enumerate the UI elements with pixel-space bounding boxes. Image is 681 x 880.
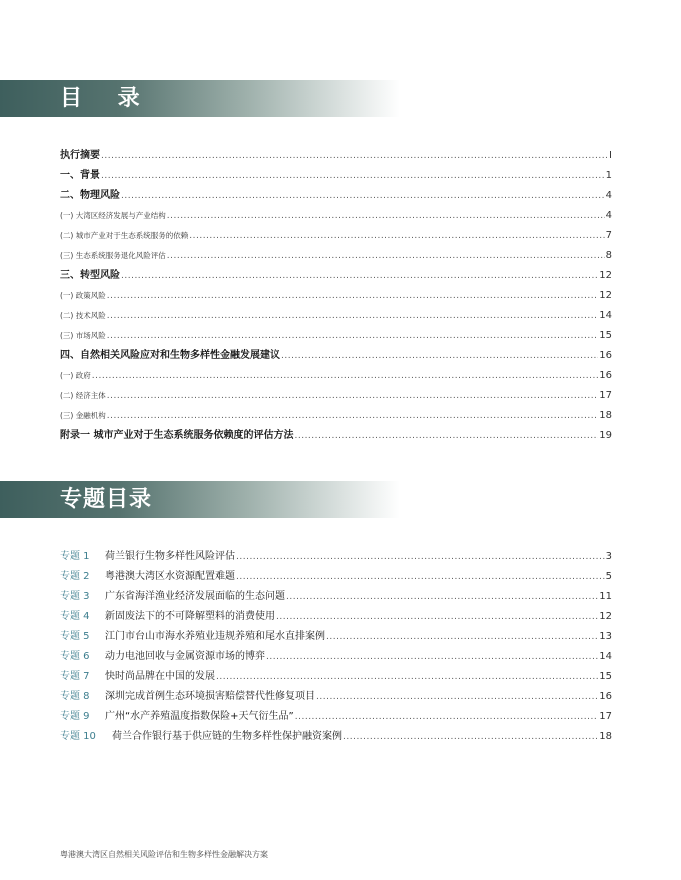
topics-banner <box>0 481 400 518</box>
toc-entry[interactable] <box>60 206 612 226</box>
dot-leader <box>167 206 605 226</box>
topic-entry[interactable] <box>60 547 612 567</box>
toc-entry-page: 14 <box>599 310 612 321</box>
topic-tag: 专题 6 <box>60 651 90 662</box>
topic-label: 深圳完成首例生态环境损害赔偿替代性修复项目 <box>105 691 315 702</box>
toc-entry-page: 1 <box>605 170 612 181</box>
dot-leader <box>107 386 599 406</box>
page-footer: 粤港澳大湾区自然相关风险评估和生物多样性金融解决方案 <box>60 850 268 859</box>
dot-leader <box>216 667 598 687</box>
toc-entry-label: (一) 大湾区经济发展与产业结构 <box>60 211 166 220</box>
toc-entry[interactable] <box>60 326 612 346</box>
toc-entry-label: (二) 城市产业对于生态系统服务的依赖 <box>60 231 189 240</box>
dot-leader <box>92 366 599 386</box>
toc-entry-page: 19 <box>599 430 612 441</box>
toc-entry-page: 12 <box>599 290 612 301</box>
topic-page: 16 <box>599 691 612 702</box>
topic-tag: 专题 3 <box>60 591 90 602</box>
topic-tag: 专题 10 <box>60 731 96 742</box>
dot-leader <box>121 186 605 206</box>
toc-entry-page: 8 <box>605 250 612 261</box>
topic-page: 12 <box>599 611 612 622</box>
toc-entry-page: 12 <box>599 270 612 281</box>
topic-page: 3 <box>605 551 612 562</box>
toc-entry-label: 三、转型风险 <box>60 270 120 281</box>
topic-entry[interactable] <box>60 667 612 687</box>
topic-entry[interactable] <box>60 707 612 727</box>
toc-entry[interactable] <box>60 166 612 186</box>
toc-entry-page: 18 <box>599 410 612 421</box>
toc-entry-page: 16 <box>599 370 612 381</box>
topic-tag: 专题 2 <box>60 571 90 582</box>
topic-label: 荷兰银行生物多样性风险评估 <box>105 551 235 562</box>
topic-label: 粤港澳大湾区水资源配置难题 <box>105 571 235 582</box>
toc-entry-label: 一、背景 <box>60 170 100 181</box>
topic-label: 动力电池回收与金属资源市场的博弈 <box>105 651 265 662</box>
toc-entry-label: (一) 政策风险 <box>60 291 106 300</box>
dot-leader <box>236 567 605 587</box>
toc-entry-page: 4 <box>605 210 612 221</box>
dot-leader <box>121 266 598 286</box>
topics-list <box>60 547 612 747</box>
topic-entry[interactable] <box>60 587 612 607</box>
dot-leader <box>107 306 599 326</box>
topic-page: 14 <box>599 651 612 662</box>
dot-leader <box>107 406 599 426</box>
toc-entry-label: 二、物理风险 <box>60 190 120 201</box>
topic-tag: 专题 7 <box>60 671 90 682</box>
topic-entry[interactable] <box>60 627 612 647</box>
dot-leader <box>276 607 598 627</box>
toc-entry[interactable] <box>60 146 612 166</box>
toc-entry-label: (三) 生态系统服务退化风险评估 <box>60 251 166 260</box>
dot-leader <box>281 346 598 366</box>
contents-banner <box>0 80 400 117</box>
toc-entry[interactable] <box>60 346 612 366</box>
dot-leader <box>167 246 605 266</box>
topic-tag: 专题 5 <box>60 631 90 642</box>
dot-leader <box>189 226 604 246</box>
toc-entry[interactable] <box>60 266 612 286</box>
toc-entry[interactable] <box>60 306 612 326</box>
toc-entry[interactable] <box>60 246 612 266</box>
topic-entry[interactable] <box>60 567 612 587</box>
topic-page: 5 <box>605 571 612 582</box>
toc-entry-page: 7 <box>605 230 612 241</box>
dot-leader <box>286 587 598 607</box>
dot-leader <box>107 326 599 346</box>
topic-label: 快时尚品牌在中国的发展 <box>105 671 215 682</box>
toc-entry-label: (二) 技术风险 <box>60 311 106 320</box>
toc-entry-label: (三) 金融机构 <box>60 411 106 420</box>
toc-entry-page: 17 <box>599 390 612 401</box>
contents-list <box>60 146 612 446</box>
topic-entry[interactable] <box>60 687 612 707</box>
dot-leader <box>316 687 598 707</box>
contents-title: 目 录 <box>60 86 154 111</box>
toc-entry-page: 16 <box>599 350 612 361</box>
dot-leader <box>326 627 598 647</box>
toc-entry-label: (三) 市场风险 <box>60 331 106 340</box>
dot-leader <box>236 547 605 567</box>
dot-leader <box>101 166 605 186</box>
topic-tag: 专题 8 <box>60 691 90 702</box>
topic-label: 新固废法下的不可降解塑料的消费使用 <box>105 611 275 622</box>
toc-entry[interactable] <box>60 386 612 406</box>
toc-entry-label: 执行摘要 <box>60 150 100 161</box>
dot-leader <box>295 707 599 727</box>
topic-tag: 专题 1 <box>60 551 90 562</box>
topic-label: 江门市台山市海水养殖业违规养殖和尾水直排案例 <box>105 631 325 642</box>
topic-entry[interactable] <box>60 647 612 667</box>
toc-entry-label: 四、自然相关风险应对和生物多样性金融发展建议 <box>60 350 280 361</box>
topic-label: 广州“水产养殖温度指数保险+天气衍生品” <box>105 711 294 722</box>
toc-entry-page: 4 <box>605 190 612 201</box>
toc-entry[interactable] <box>60 426 612 446</box>
dot-leader <box>343 727 598 747</box>
topic-label: 荷兰合作银行基于供应链的生物多样性保护融资案例 <box>112 731 342 742</box>
dot-leader <box>101 146 608 166</box>
toc-entry-label: (二) 经济主体 <box>60 391 106 400</box>
topic-entry[interactable] <box>60 727 612 747</box>
toc-entry[interactable] <box>60 366 612 386</box>
topics-title: 专题目录 <box>60 487 153 512</box>
toc-entry-page: 15 <box>599 330 612 341</box>
toc-entry[interactable] <box>60 226 612 246</box>
toc-entry[interactable] <box>60 186 612 206</box>
topic-page: 18 <box>599 731 612 742</box>
dot-leader <box>294 426 598 446</box>
topic-page: 15 <box>599 671 612 682</box>
topic-page: 11 <box>599 591 612 602</box>
toc-entry-label: (一) 政府 <box>60 371 91 380</box>
toc-entry[interactable] <box>60 286 612 306</box>
topic-entry[interactable] <box>60 607 612 627</box>
topic-page: 17 <box>599 711 612 722</box>
topic-page: 13 <box>599 631 612 642</box>
toc-entry-label: 附录一 城市产业对于生态系统服务依赖度的评估方法 <box>60 430 294 441</box>
topic-label: 广东省海洋渔业经济发展面临的生态问题 <box>105 591 285 602</box>
toc-entry[interactable] <box>60 406 612 426</box>
dot-leader <box>107 286 599 306</box>
topic-tag: 专题 4 <box>60 611 90 622</box>
toc-entry-page: I <box>609 150 612 161</box>
dot-leader <box>266 647 598 667</box>
topic-tag: 专题 9 <box>60 711 90 722</box>
